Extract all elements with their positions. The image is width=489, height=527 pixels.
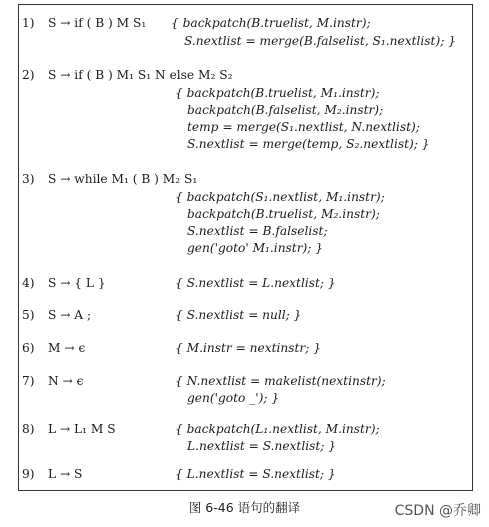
rule-action-line: { L.nextlist = S.nextlist; } <box>175 467 336 481</box>
rule-action-line: gen('goto _'); } <box>187 391 280 405</box>
rule-number: 2) <box>22 68 35 82</box>
rule-action-line: { N.nextlist = makelist(nextinstr); <box>175 374 386 388</box>
rule-number: 9) <box>22 467 35 481</box>
rule-number: 7) <box>22 374 35 388</box>
rule-action-line: { M.instr = nextinstr; } <box>175 341 321 355</box>
figure-caption: 图 6-46 语句的翻译 <box>188 500 301 515</box>
rule-production: S → if ( B ) M S₁ <box>48 16 147 30</box>
rule-production: S → A ; <box>48 308 92 322</box>
rule-production: S → { L } <box>48 276 106 290</box>
rule-production: N → ϵ <box>48 374 84 388</box>
rule-action-line: { S.nextlist = L.nextlist; } <box>175 276 336 290</box>
rule-action-line: backpatch(B.falselist, M₂.instr); <box>187 103 384 117</box>
rule-action-line: { backpatch(L₁.nextlist, M.instr); <box>175 422 380 436</box>
rule-action-line: { S.nextlist = null; } <box>175 308 302 322</box>
rule-production: S → if ( B ) M₁ S₁ N else M₂ S₂ <box>48 68 233 82</box>
csdn-watermark: CSDN @乔卿 <box>394 503 481 519</box>
rule-action-line: L.nextlist = S.nextlist; } <box>187 439 337 453</box>
rule-number: 8) <box>22 422 35 436</box>
rule-production: L → S <box>48 467 83 481</box>
rule-action-line: gen('goto' M₁.instr); } <box>187 241 324 255</box>
rule-production: S → while M₁ ( B ) M₂ S₁ <box>48 172 198 186</box>
rule-action-line: S.nextlist = merge(B.falselist, S₁.nextlist); } <box>184 34 456 48</box>
rule-number: 6) <box>22 341 35 355</box>
rule-action-line: { backpatch(B.truelist, M.instr); <box>171 16 371 30</box>
rule-action-line: { backpatch(S₁.nextlist, M₁.instr); <box>175 190 385 204</box>
rule-action-line: temp = merge(S₁.nextlist, N.nextlist); <box>187 120 420 134</box>
rule-action-line: { backpatch(B.truelist, M₁.instr); <box>175 86 380 100</box>
rule-action-line: S.nextlist = merge(temp, S₂.nextlist); } <box>187 137 430 151</box>
rule-action-line: S.nextlist = B.falselist; <box>187 224 328 238</box>
rule-number: 1) <box>22 16 35 30</box>
rule-production: M → ϵ <box>48 341 86 355</box>
rule-number: 5) <box>22 308 35 322</box>
rule-action-line: backpatch(B.truelist, M₂.instr); <box>187 207 380 221</box>
rule-number: 3) <box>22 172 35 186</box>
rule-number: 4) <box>22 276 35 290</box>
rule-production: L → L₁ M S <box>48 422 116 436</box>
